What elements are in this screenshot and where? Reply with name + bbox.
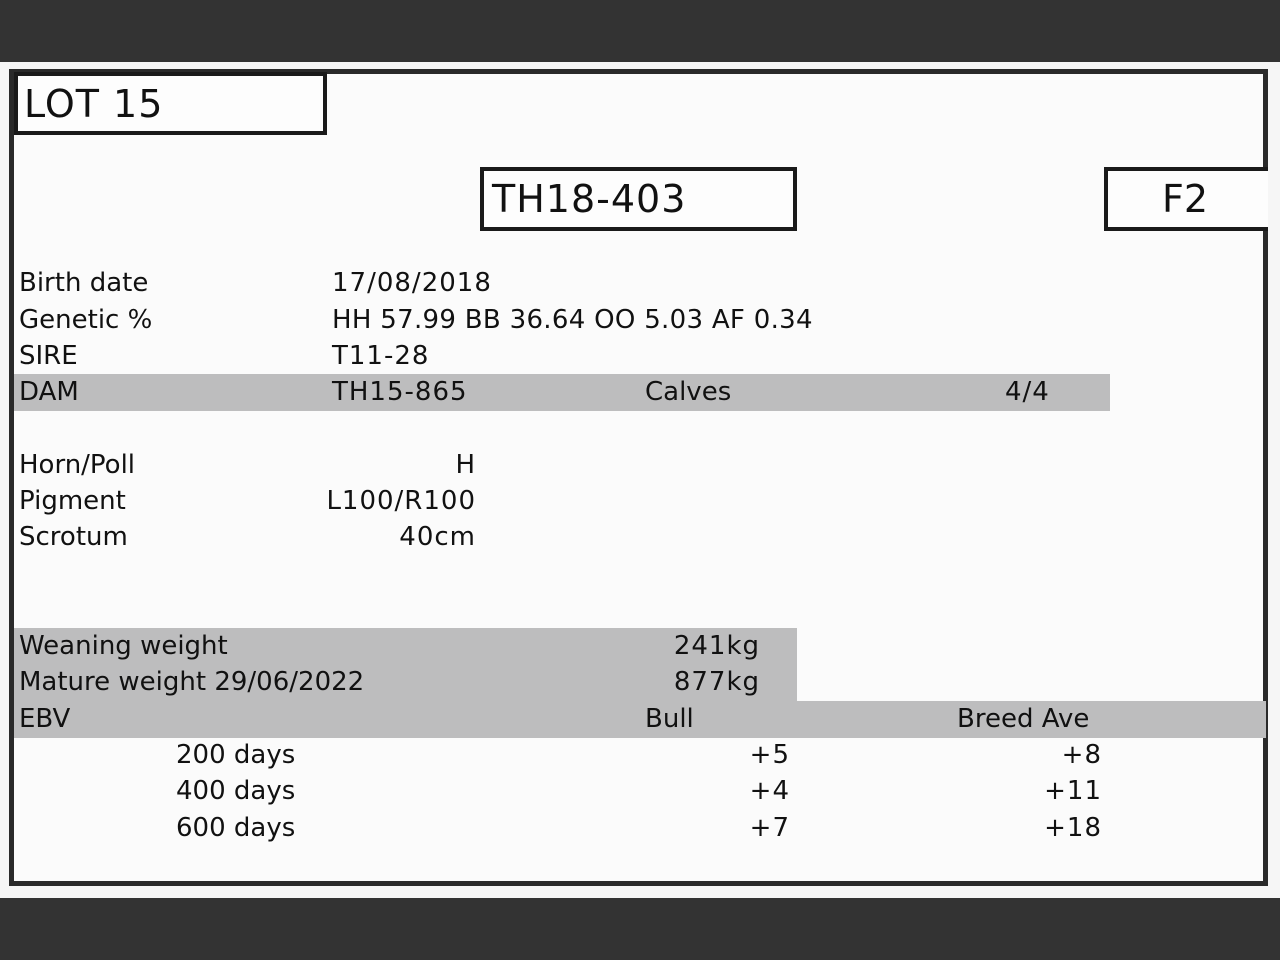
ebv-row-bull: +4 (749, 776, 790, 806)
dam-value: TH15-865 (332, 377, 468, 407)
ebv-row-label: 600 days (176, 813, 296, 843)
scrotum-value: 40cm (399, 522, 476, 552)
mature-weight-value: 877kg (673, 667, 760, 697)
ebv-bull-header: Bull (645, 704, 694, 734)
pigment-label: Pigment (19, 486, 126, 516)
genetic-value: HH 57.99 BB 36.64 OO 5.03 AF 0.34 (332, 305, 813, 335)
birth-date-value: 17/08/2018 (332, 268, 492, 298)
sire-value: T11-28 (332, 341, 430, 371)
animal-id-box (480, 167, 797, 231)
birth-date-label: Birth date (19, 268, 149, 298)
dam-label: DAM (19, 377, 79, 407)
horn-poll-value: H (455, 450, 476, 480)
genetic-label: Genetic % (19, 305, 153, 335)
ebv-row-breed: +8 (1061, 740, 1102, 770)
calves-label: Calves (645, 377, 732, 407)
lot-box (14, 72, 327, 135)
sire-label: SIRE (19, 341, 78, 371)
ebv-label: EBV (19, 704, 71, 734)
lot-label: LOT 15 (24, 82, 164, 126)
pigment-value: L100/R100 (326, 486, 476, 516)
lot-card (0, 62, 1280, 898)
weaning-weight-value: 241kg (673, 631, 760, 661)
ebv-row-bull: +7 (749, 813, 790, 843)
mature-weight-label: Mature weight 29/06/2022 (19, 667, 365, 697)
ebv-row-breed: +11 (1044, 776, 1102, 806)
ebv-row-breed: +18 (1044, 813, 1102, 843)
grade-box (1104, 167, 1268, 231)
ebv-breed-ave-header: Breed Ave (957, 704, 1090, 734)
calves-value: 4/4 (1005, 377, 1050, 407)
grade: F2 (1162, 177, 1209, 221)
ebv-row-label: 400 days (176, 776, 296, 806)
weaning-weight-label: Weaning weight (19, 631, 228, 661)
scrotum-label: Scrotum (19, 522, 128, 552)
dam-band (14, 374, 1110, 411)
ebv-row-label: 200 days (176, 740, 296, 770)
horn-poll-label: Horn/Poll (19, 450, 136, 480)
ebv-row-bull: +5 (749, 740, 790, 770)
animal-id: TH18-403 (492, 177, 687, 221)
